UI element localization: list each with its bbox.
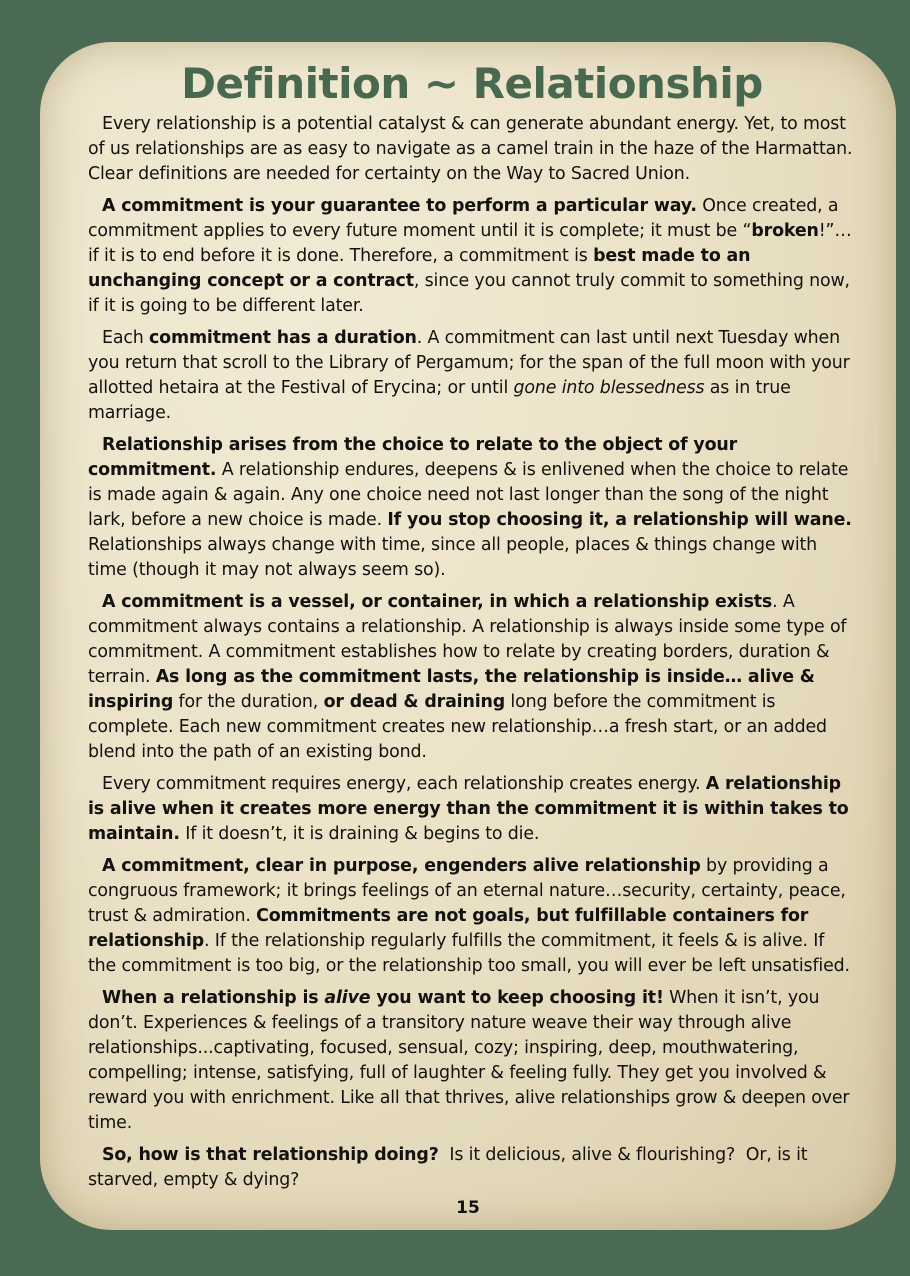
text-run: Once created, a commitment applies to every future moment until it is complete; it must be “ (88, 196, 839, 241)
bold-run: As long as the commitment lasts, the relationship is inside… alive & inspiring (88, 667, 815, 712)
italic-run: gone into blessedness (513, 378, 705, 398)
text-run: by providing a congruous framework; it brings feelings of an eternal nature…security, certainty, peace, trust & admiration. (88, 856, 846, 926)
text-run: . If the relationship regularly fulfills the commitment, it feels & is alive. If the commitment is too big, or the relationship too small, you will ever be left unsatisfied. (88, 931, 850, 976)
text-run: Relationships always change with time, since all people, places & things change with time (though it may not always seem so). (88, 535, 818, 580)
text-run: long before the commitment is complete. Each new commitment creates new relationship…a fresh start, or an added blend into the path of an existing bond. (88, 692, 827, 762)
bold-run: you want to keep choosing it! (370, 988, 664, 1008)
bold-run: Commitments are not goals, but fulfillable containers for relationship (88, 906, 809, 951)
text-run: for the duration, (173, 692, 324, 712)
paragraph-energy (88, 772, 856, 847)
text-run: . A commitment can last until next Tuesday when you return that scroll to the Library of Pergamum; for the span of the full moon with your allotted hetaira at the Festival of Erycina; or until (88, 328, 850, 398)
paragraph-intro (88, 112, 856, 187)
page-title: Definition ~ Relationship (181, 59, 763, 108)
bold-run: broken (751, 221, 819, 241)
bold-italic-run: alive (324, 988, 371, 1008)
bold-run: If you stop choosing it, a relationship will wane. (387, 510, 852, 530)
text-run: When it isn’t, you don’t. Experiences & feelings of a transitory nature weave their way through alive relationships...captivating, focused, sensual, cozy; inspiring, deep, mouthwatering, compelling; intense, satisfying, full of laughter & feeling fully. They get you involved & reward you with enrichment. Like all that thrives, alive relationships grow & deepen over time. (88, 988, 850, 1133)
bold-run: When a relationship is (102, 988, 325, 1008)
bold-run: commitment has a duration (149, 328, 417, 348)
page-card (40, 42, 896, 1230)
text-run: !”…if it is to end before it is done. Therefore, a commitment is (88, 221, 852, 266)
bold-run: So, how is that relationship doing? (102, 1145, 439, 1165)
text-run: Every relationship is a potential catalyst & can generate abundant energy. Yet, to most of us relationships are as easy to navigate as a camel train in the haze of the Harmattan. Clear definitions are needed for certainty on the Way to Sacred Union. (88, 114, 853, 184)
paragraph-commitment-guarantee (88, 194, 856, 319)
paragraph-clear-purpose (88, 854, 856, 979)
bold-run: A commitment is a vessel, or container, in which a relationship exists (102, 592, 773, 612)
text-run: Every commitment requires energy, each relationship creates energy. (102, 774, 706, 794)
text-run: Each (102, 328, 150, 348)
paragraph-commitment-vessel (88, 590, 856, 765)
text-run: , since you cannot truly commit to something now, if it is going to be different later. (88, 271, 850, 316)
paragraph-commitment-duration (88, 326, 856, 426)
text-run: If it doesn’t, it is draining & begins to die. (179, 824, 540, 844)
bold-run: A relationship is alive when it creates more energy than the commitment it is within takes to maintain. (88, 774, 849, 844)
text-run: as in true marriage. (88, 378, 791, 423)
bold-run: Relationship arises from the choice to relate to the object of your commitment. (88, 435, 738, 480)
paragraph-alive-relationship (88, 986, 856, 1136)
text-run: Is it delicious, alive & flourishing? Or, is it starved, empty & dying? (88, 1145, 813, 1190)
paragraph-relationship-choice (88, 433, 856, 583)
paragraph-closing-question (88, 1143, 856, 1193)
text-run: A relationship endures, deepens & is enlivened when the choice to relate is made again & again. Any one choice need not last longer than the song of the night lark, before a new choice is made. (88, 460, 849, 530)
bold-run: A commitment is your guarantee to perform a particular way. (102, 196, 697, 216)
text-run: . A commitment always contains a relationship. A relationship is always inside some type of commitment. A commitment establishes how to relate by creating borders, duration & terrain. (88, 592, 847, 687)
page-number: 15 (456, 1198, 480, 1218)
bold-run: or dead & draining (323, 692, 506, 712)
bold-run: A commitment, clear in purpose, engenders alive relationship (102, 856, 701, 876)
bold-run: best made to an unchanging concept or a contract (88, 246, 751, 291)
